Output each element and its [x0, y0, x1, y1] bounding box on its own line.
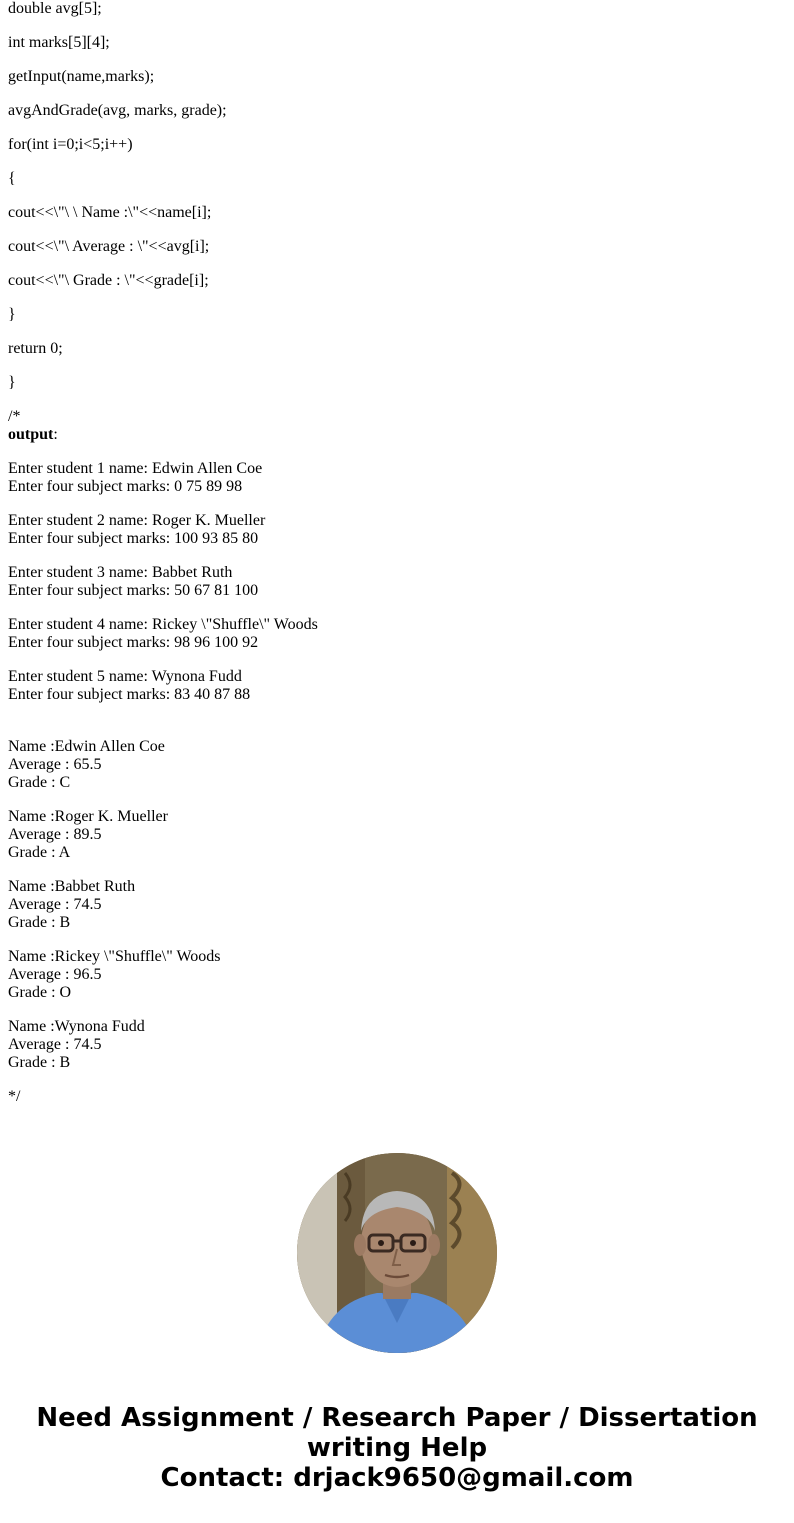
code-line: double avg[5];	[8, 0, 102, 17]
input-marks-line: Enter four subject marks: 83 40 87 88	[8, 686, 251, 703]
input-marks-line: Enter four subject marks: 0 75 89 98	[8, 478, 243, 495]
result-grade: Grade : C	[8, 774, 71, 791]
help-banner	[0, 1403, 794, 1493]
input-entry	[8, 616, 768, 652]
result-entry	[8, 738, 768, 792]
banner-line: writing Help	[306, 1433, 488, 1463]
result-name: Name :Wynona Fudd	[8, 1018, 145, 1035]
result-average: Average : 65.5	[8, 756, 102, 773]
code-line: {	[8, 170, 16, 187]
input-entry	[8, 668, 768, 704]
output-label: output	[8, 426, 54, 443]
code-line: }	[8, 306, 16, 323]
result-average: Average : 74.5	[8, 896, 102, 913]
output-label-suffix: :	[53, 426, 58, 443]
banner-line: Need Assignment / Research Paper / Dissertation	[36, 1403, 758, 1433]
result-average: Average : 89.5	[8, 826, 102, 843]
code-line: return 0;	[8, 340, 63, 357]
result-entry	[8, 1018, 768, 1072]
input-name-line: Enter student 3 name: Babbet Ruth	[8, 564, 233, 581]
input-name-line: Enter student 1 name: Edwin Allen Coe	[8, 460, 263, 477]
input-marks-line: Enter four subject marks: 98 96 100 92	[8, 634, 259, 651]
code-line: getInput(name,marks);	[8, 68, 155, 85]
input-name-line: Enter student 5 name: Wynona Fudd	[8, 668, 242, 685]
result-grade: Grade : O	[8, 984, 72, 1001]
result-name: Name :Roger K. Mueller	[8, 808, 168, 825]
input-name-line: Enter student 2 name: Roger K. Mueller	[8, 512, 266, 529]
comment-close: */	[8, 1088, 21, 1105]
author-photo-icon	[297, 1153, 497, 1353]
result-entry	[8, 948, 768, 1002]
output-heading	[8, 426, 768, 444]
result-name: Name :Babbet Ruth	[8, 878, 136, 895]
input-marks-line: Enter four subject marks: 50 67 81 100	[8, 582, 259, 599]
result-name: Name :Rickey \"Shuffle\" Woods	[8, 948, 221, 965]
result-entry	[8, 808, 768, 862]
blank-line	[8, 720, 768, 738]
contact-email: Contact: drjack9650@gmail.com	[160, 1463, 634, 1493]
code-line: }	[8, 374, 16, 391]
code-line: cout<<\"\ Grade : \"<<grade[i];	[8, 272, 209, 289]
result-average: Average : 96.5	[8, 966, 102, 983]
result-grade: Grade : B	[8, 1054, 71, 1071]
comment-open: /*	[8, 408, 21, 425]
result-grade: Grade : A	[8, 844, 71, 861]
code-line: int marks[5][4];	[8, 34, 110, 51]
code-line: cout<<\"\ Average : \"<<avg[i];	[8, 238, 210, 255]
input-marks-line: Enter four subject marks: 100 93 85 80	[8, 530, 259, 547]
input-entry	[8, 460, 768, 496]
output-section	[8, 408, 768, 1106]
result-name: Name :Edwin Allen Coe	[8, 738, 165, 755]
code-listing	[8, 0, 768, 408]
result-average: Average : 74.5	[8, 1036, 102, 1053]
author-avatar	[297, 1153, 497, 1353]
code-line: for(int i=0;i<5;i++)	[8, 136, 133, 153]
code-line: cout<<\"\ \ Name :\"<<name[i];	[8, 204, 212, 221]
input-entry	[8, 512, 768, 548]
code-line: avgAndGrade(avg, marks, grade);	[8, 102, 227, 119]
result-grade: Grade : B	[8, 914, 71, 931]
input-name-line: Enter student 4 name: Rickey \"Shuffle\" Woods	[8, 616, 318, 633]
result-entry	[8, 878, 768, 932]
input-entry	[8, 564, 768, 600]
